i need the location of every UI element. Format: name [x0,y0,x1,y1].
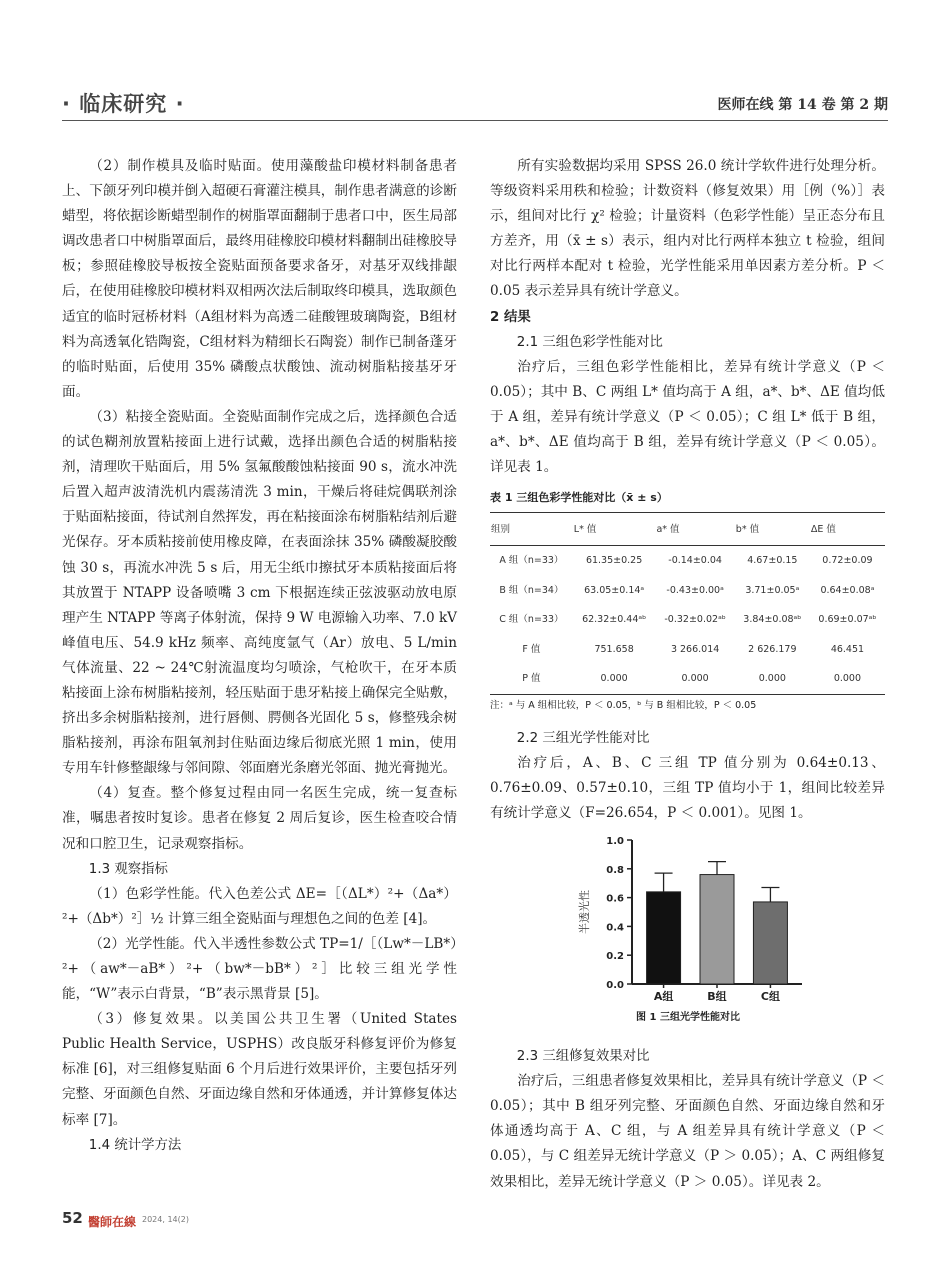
y-tick-label: 0.4 [605,922,624,934]
x-tick-label: A组 [653,990,673,1004]
section-heading-2-3: 2.3 三组修复效果对比 [516,1049,650,1065]
table-cell: A 组（n=33） [499,555,564,567]
y-tick-label: 0.2 [605,951,624,963]
table-header: b* 值 [735,513,810,546]
section-heading-1-4: 1.4 统计学方法 [88,1137,182,1153]
table-header: a* 值 [655,513,734,546]
table-cell: 3.84±0.08ᵃᵇ [743,614,802,626]
paragraph-optical-results: 治疗后，A、B、C 三组 TP 值分别为 0.64±0.13、0.76±0.09、0.57±0.10，三组 TP 值均小于 1，组间比较差异有统计学意义（F=26.654，P ＜ 0.001）。见图 1。 [490,754,885,821]
bar-chart [558,834,818,1034]
table-header: 组别 [490,513,573,546]
section-heading-1-3: 1.3 观察指标 [88,861,168,877]
issue-label: 2024, 14(2) [142,1215,189,1224]
paragraph-effect-results: 治疗后，三组患者修复效果相比，差异具有统计学意义（P ＜ 0.05）；其中 B 组牙列完整、牙面颜色自然、牙面边缘自然和牙体通透均高于 A、C 组，与 A 组差异具有统计学意义（P ＜ 0.05），与 C 组差异无统计学意义（P ＞ 0.05）；A、C 两组修复效果相比，差异无统计学意义（P ＞ 0.05）。详见表 2。 [490,1073,885,1190]
table-cell: 751.658 [594,643,634,655]
bar-1 [646,892,680,984]
table-header: ΔE 值 [810,513,885,546]
bar-2 [700,875,734,984]
x-tick-label: B组 [706,990,727,1004]
section-heading-2: 2 结果 [490,309,531,325]
table-cell: 0.69±0.07ᵃᵇ [818,614,877,626]
y-tick-label: 1.0 [605,836,624,848]
y-tick-label: 0.6 [605,893,624,905]
paragraph-bonding: （3）粘接全瓷贴面。全瓷贴面制作完成之后，选择颜色合适的试色糊剂放置粘接面上进行试戴，选择出颜色合适的树脂粘接剂，清理吹干贴面后，用 5% 氢氟酸酸蚀粘接面 90 s，流水冲洗后置入超声波清洗机内震荡清洗 3 min，干燥后将硅烷偶联剂涂于贴面粘接面，待试剂自然挥发，再在粘接面涂布树脂粘结剂后避光保存。牙本质粘接前使用橡皮障，在表面涂抹 35% 磷酸凝胶酸蚀 30 s，再流水冲洗 5 s 后，用无尘纸巾擦拭牙本质粘接面后将其放置于 NTAPP 设备喷嘴 3 cm 下根据连续正弦波驱动放电原理产生 NTAPP 等离子体射流，保持 9 W 电源输入功率、7.0 kV 峰值电压、54.9 kHz 频率、高纯度氩气（Ar）放电、5 L/min 气体流量、22 ~ 24℃射流温度均匀喷涂，气枪吹干，在牙本质粘接面上涂布树脂粘接剂，轻压贴面于患牙粘接上确保完全贴敷，挤出多余树脂粘接剂，进行唇侧、腭侧各光固化 5 s，修整残余树脂粘接剂，再涂布阻氧剂封住贴面边缘后彻底光照 1 min，使用专用车针修整龈缘与邻间隙、邻面磨光条磨光邻面、抛光膏抛光。 [62,408,457,777]
table-row [490,576,885,606]
paragraph-color: （1）色彩学性能。代入色差公式 ΔE=［（ΔL*）²+（Δa*）²+（Δb*）²］½ 计算三组全瓷贴面与理想色之间的色差 [4]。 [62,885,457,927]
section-header: · 临床研究 · [62,92,185,116]
paragraph-statistics: 所有实验数据均采用 SPSS 26.0 统计学软件进行处理分析。等级资料采用秩和检验；计数资料（修复效果）用［例（%）］表示，组间对比行 χ² 检验；计量资料（色彩学性能）呈正态分布且方差齐，用（x̄ ± s）表示，组内对比行两样本独立 t 检验，组间对比行两样本配对 t 检验，光学性能采用单因素方差分析。P ＜ 0.05 表示差异具有统计学意义。 [490,158,885,300]
table-cell: 0.000 [655,664,734,694]
table-cell: C 组（n=33） [499,614,564,626]
table-header: L* 值 [573,513,656,546]
paragraph-optical: （2）光学性能。代入半透性参数公式 TP=1/［（Lw*－LB*）²+（aw*－aB*）²+（bw*－bB*）²］比较三组光学性能，“W”表示白背景，“B”表示黑背景 [5]。 [62,935,457,1003]
left-column [62,154,457,1158]
y-tick-label: 0.8 [605,864,624,876]
bar-3 [753,902,787,984]
paragraph-effect: （3）修复效果。以美国公共卫生署（United States Public Health Service，USPHS）改良版牙科修复评价为修复标准 [6]，对三组修复贴面 6 个月后进行效果评价，主要包括牙列完整、牙面颜色自然、牙面边缘自然和牙体通透，并计算修复体达标率 [7]。 [62,1011,457,1128]
table-title: 表 1 三组色彩学性能对比（x̄ ± s） [490,491,668,505]
table-cell: 0.000 [735,664,810,694]
table-row [490,664,885,694]
paragraph-color-results: 治疗后，三组色彩学性能相比，差异有统计学意义（P ＜ 0.05）；其中 B、C 两组 L* 值均高于 A 组，a*、b*、ΔE 值均低于 A 组，差异有统计学意义（P ＜ 0.05）；C 组 L* 低于 B 组，a*、b*、ΔE 值均高于 B 组，差异有统计学意义（P ＜ 0.05）。详见表 1。 [490,358,885,476]
table-cell: -0.14±0.04 [668,555,722,567]
figure-1 [490,834,885,1034]
table-cell: 2 626.179 [748,643,797,655]
section-heading-2-2: 2.2 三组光学性能对比 [516,730,650,746]
journal-header: 医师在线 第 14 卷 第 2 期 [717,97,888,113]
table-cell: F 值 [522,643,541,655]
table-row [490,635,885,665]
section-heading-2-1: 2.1 三组色彩学性能对比 [516,334,663,350]
paragraph-mold: （2）制作模具及临时贴面。使用藻酸盐印模材料制备患者上、下颌牙列印模并倒入超硬石膏灌注模具，制作患者满意的诊断蜡型，将依据诊断蜡型制作的树脂罩面翻制于患者口中，医生局部调改患者口中树脂罩面后，最终用硅橡胶印模材料翻制出硅橡胶导板；参照硅橡胶导板按全瓷贴面预备要求备牙，对基牙双线排龈后，在使用硅橡胶印模材料双相两次法后制取终印模具，选取颜色适宜的临时冠桥材料（A组材料为高透二硅酸锂玻璃陶瓷，B组材料为高透氧化锆陶瓷，C组材料为精细长石陶瓷）制作已制备蓬牙的临时贴面，后使用 35% 磷酸点状酸蚀、流动树脂粘接基牙牙面。 [62,158,457,400]
table-cell: 62.32±0.44ᵃᵇ [582,614,647,626]
table-note: 注：ᵃ 与 A 组相比较，P ＜ 0.05，ᵇ 与 B 组相比较，P ＜ 0.05 [490,699,757,711]
table-cell: -0.43±0.00ᵃ [666,584,724,596]
table-row [490,605,885,635]
table-cell: 46.451 [830,643,865,655]
paragraph-review: （4）复查。整个修复过程由同一名医生完成，统一复查标准，嘱患者按时复诊。患者在修复 2 周后复诊，医生检查咬合情况和口腔卫生，记录观察指标。 [62,785,457,852]
color-table [490,512,885,695]
right-column [490,154,885,1195]
header-rule [62,120,888,121]
table-header-row [490,513,885,546]
x-tick-label: C组 [760,990,780,1004]
table-cell: P 值 [490,664,573,694]
table-cell: 0.72±0.09 [822,555,873,567]
table-cell: 3 266.014 [670,643,720,655]
table-cell: 63.05±0.14ᵃ [584,584,645,596]
table-cell: 0.000 [810,664,885,694]
figure-caption: 图 1 三组光学性能对比 [635,1012,740,1024]
table-cell: 61.35±0.25 [585,555,643,567]
table-cell: 0.64±0.08ᵃ [820,584,875,596]
table-cell: 0.000 [573,664,656,694]
y-axis-label: 半透光性 [577,890,591,935]
y-tick-label: 0.0 [605,980,624,992]
table-cell: 3.71±0.05ᵃ [745,584,800,596]
table-row [490,546,885,576]
table-cell: -0.32±0.02ᵃᵇ [664,614,726,626]
table-cell: B 组（n=34） [499,584,564,596]
journal-logo: 醫師在線 [88,1215,137,1229]
table-cell: 4.67±0.15 [747,555,798,567]
page-number: 52 [62,1209,83,1227]
